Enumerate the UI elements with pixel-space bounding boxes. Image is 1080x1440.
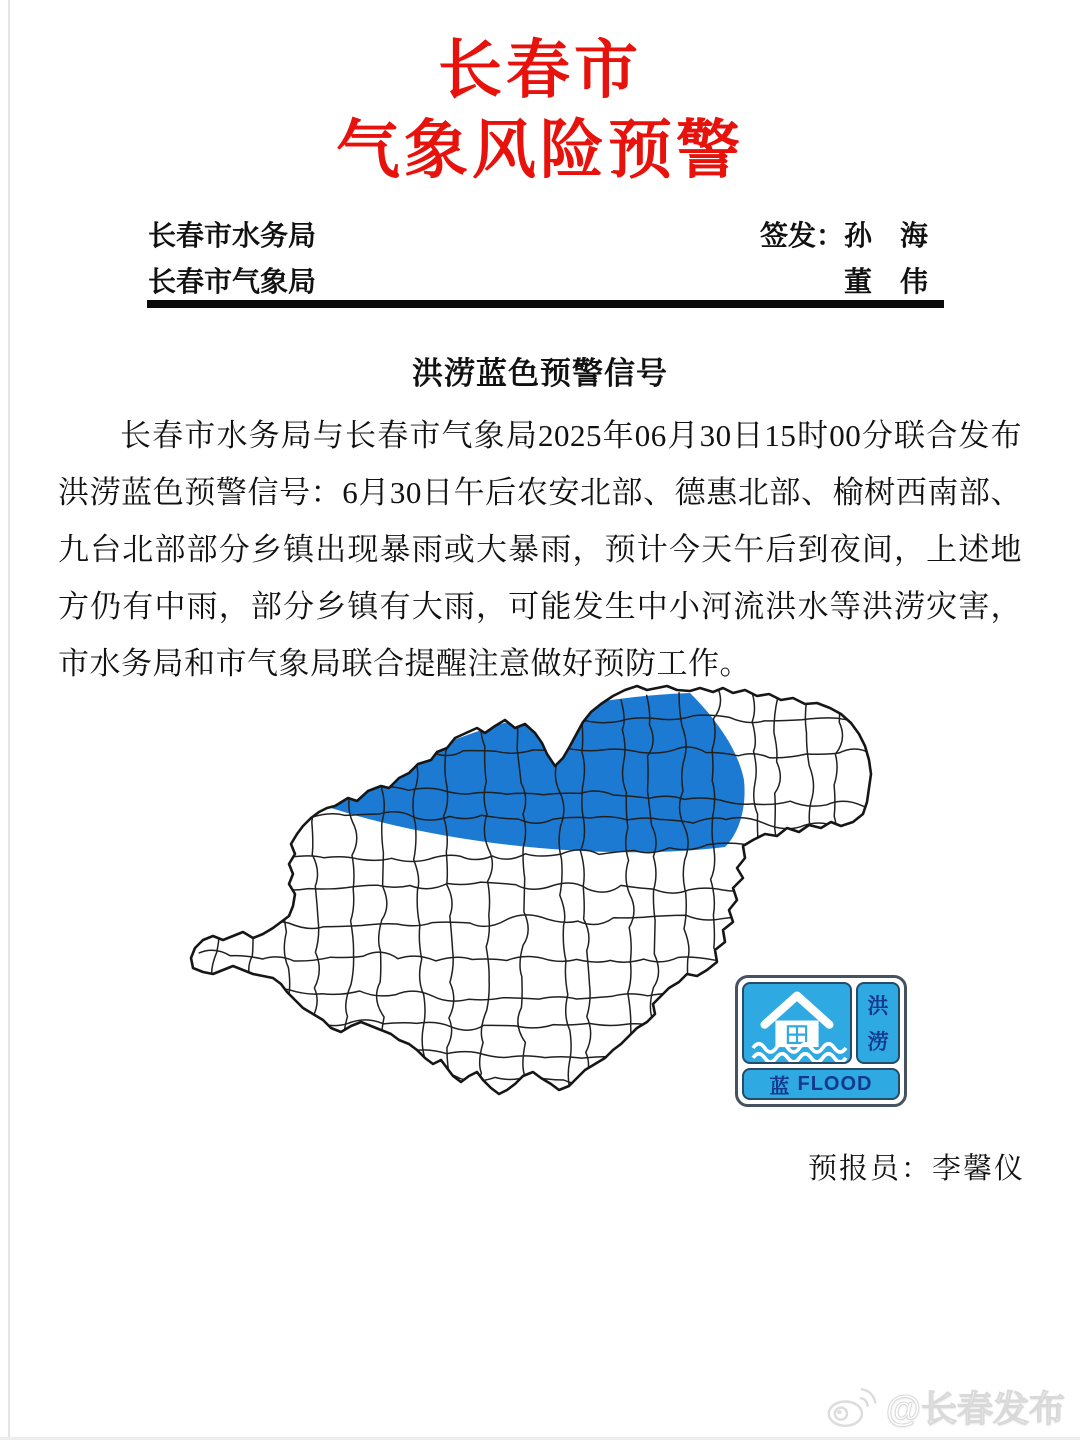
forecaster-label: 预报员： <box>807 1153 932 1185</box>
document-title-line1: 长春市 <box>438 34 642 106</box>
signer-line1 <box>760 214 928 260</box>
signer-1: 孙 海 <box>843 221 928 252</box>
flood-badge-vertical-label <box>856 982 900 1064</box>
issuer-header <box>148 214 928 306</box>
warning-body-paragraph: 长春市水务局与长春市气象局2025年06月30日15时00分联合发布洪涝蓝色预警信号：6月30日午后农安北部、德惠北部、榆树西南部、九台北部部分乡镇出现暴雨或大暴雨，预计今天午后到夜间，上述地方仍有中雨，部分乡镇有大雨，可能发生中小河流洪水等洪涝灾害，市水务局和市气象局联合提醒注意做好预防工作。 <box>58 418 1022 681</box>
flood-badge-level-bar <box>742 1068 900 1100</box>
flood-house-icon <box>744 984 850 1062</box>
flood-warning-badge <box>735 975 907 1107</box>
flood-level-char: 蓝 <box>769 1075 791 1098</box>
document-title-line2: 气象风险预警 <box>336 114 744 186</box>
page-edge-left <box>8 0 10 1440</box>
header-rule <box>147 300 944 308</box>
flood-level-word: FLOOD <box>797 1072 873 1095</box>
weibo-watermark <box>826 1381 1065 1432</box>
flood-badge-pictogram-panel <box>742 982 852 1064</box>
signature-block <box>760 214 928 306</box>
weibo-logo-icon <box>826 1386 878 1428</box>
agency-meteorological-bureau: 长春市气象局 <box>148 267 317 298</box>
flood-badge-top <box>742 982 900 1064</box>
agency-water-bureau: 长春市水务局 <box>148 221 317 252</box>
forecaster-name: 李馨仪 <box>931 1153 1025 1185</box>
warning-heading: 洪涝蓝色预警信号 <box>412 356 668 391</box>
issuing-agencies <box>148 214 316 306</box>
flood-char-hong: 洪 <box>867 995 889 1018</box>
document-title <box>0 30 1080 190</box>
sign-label: 签发： <box>759 221 844 252</box>
signer-2: 董 伟 <box>843 267 928 298</box>
weibo-watermark-text: @长春发布 <box>885 1388 1065 1429</box>
flood-char-lao: 涝 <box>867 1031 889 1054</box>
forecaster-line <box>808 1146 1025 1187</box>
